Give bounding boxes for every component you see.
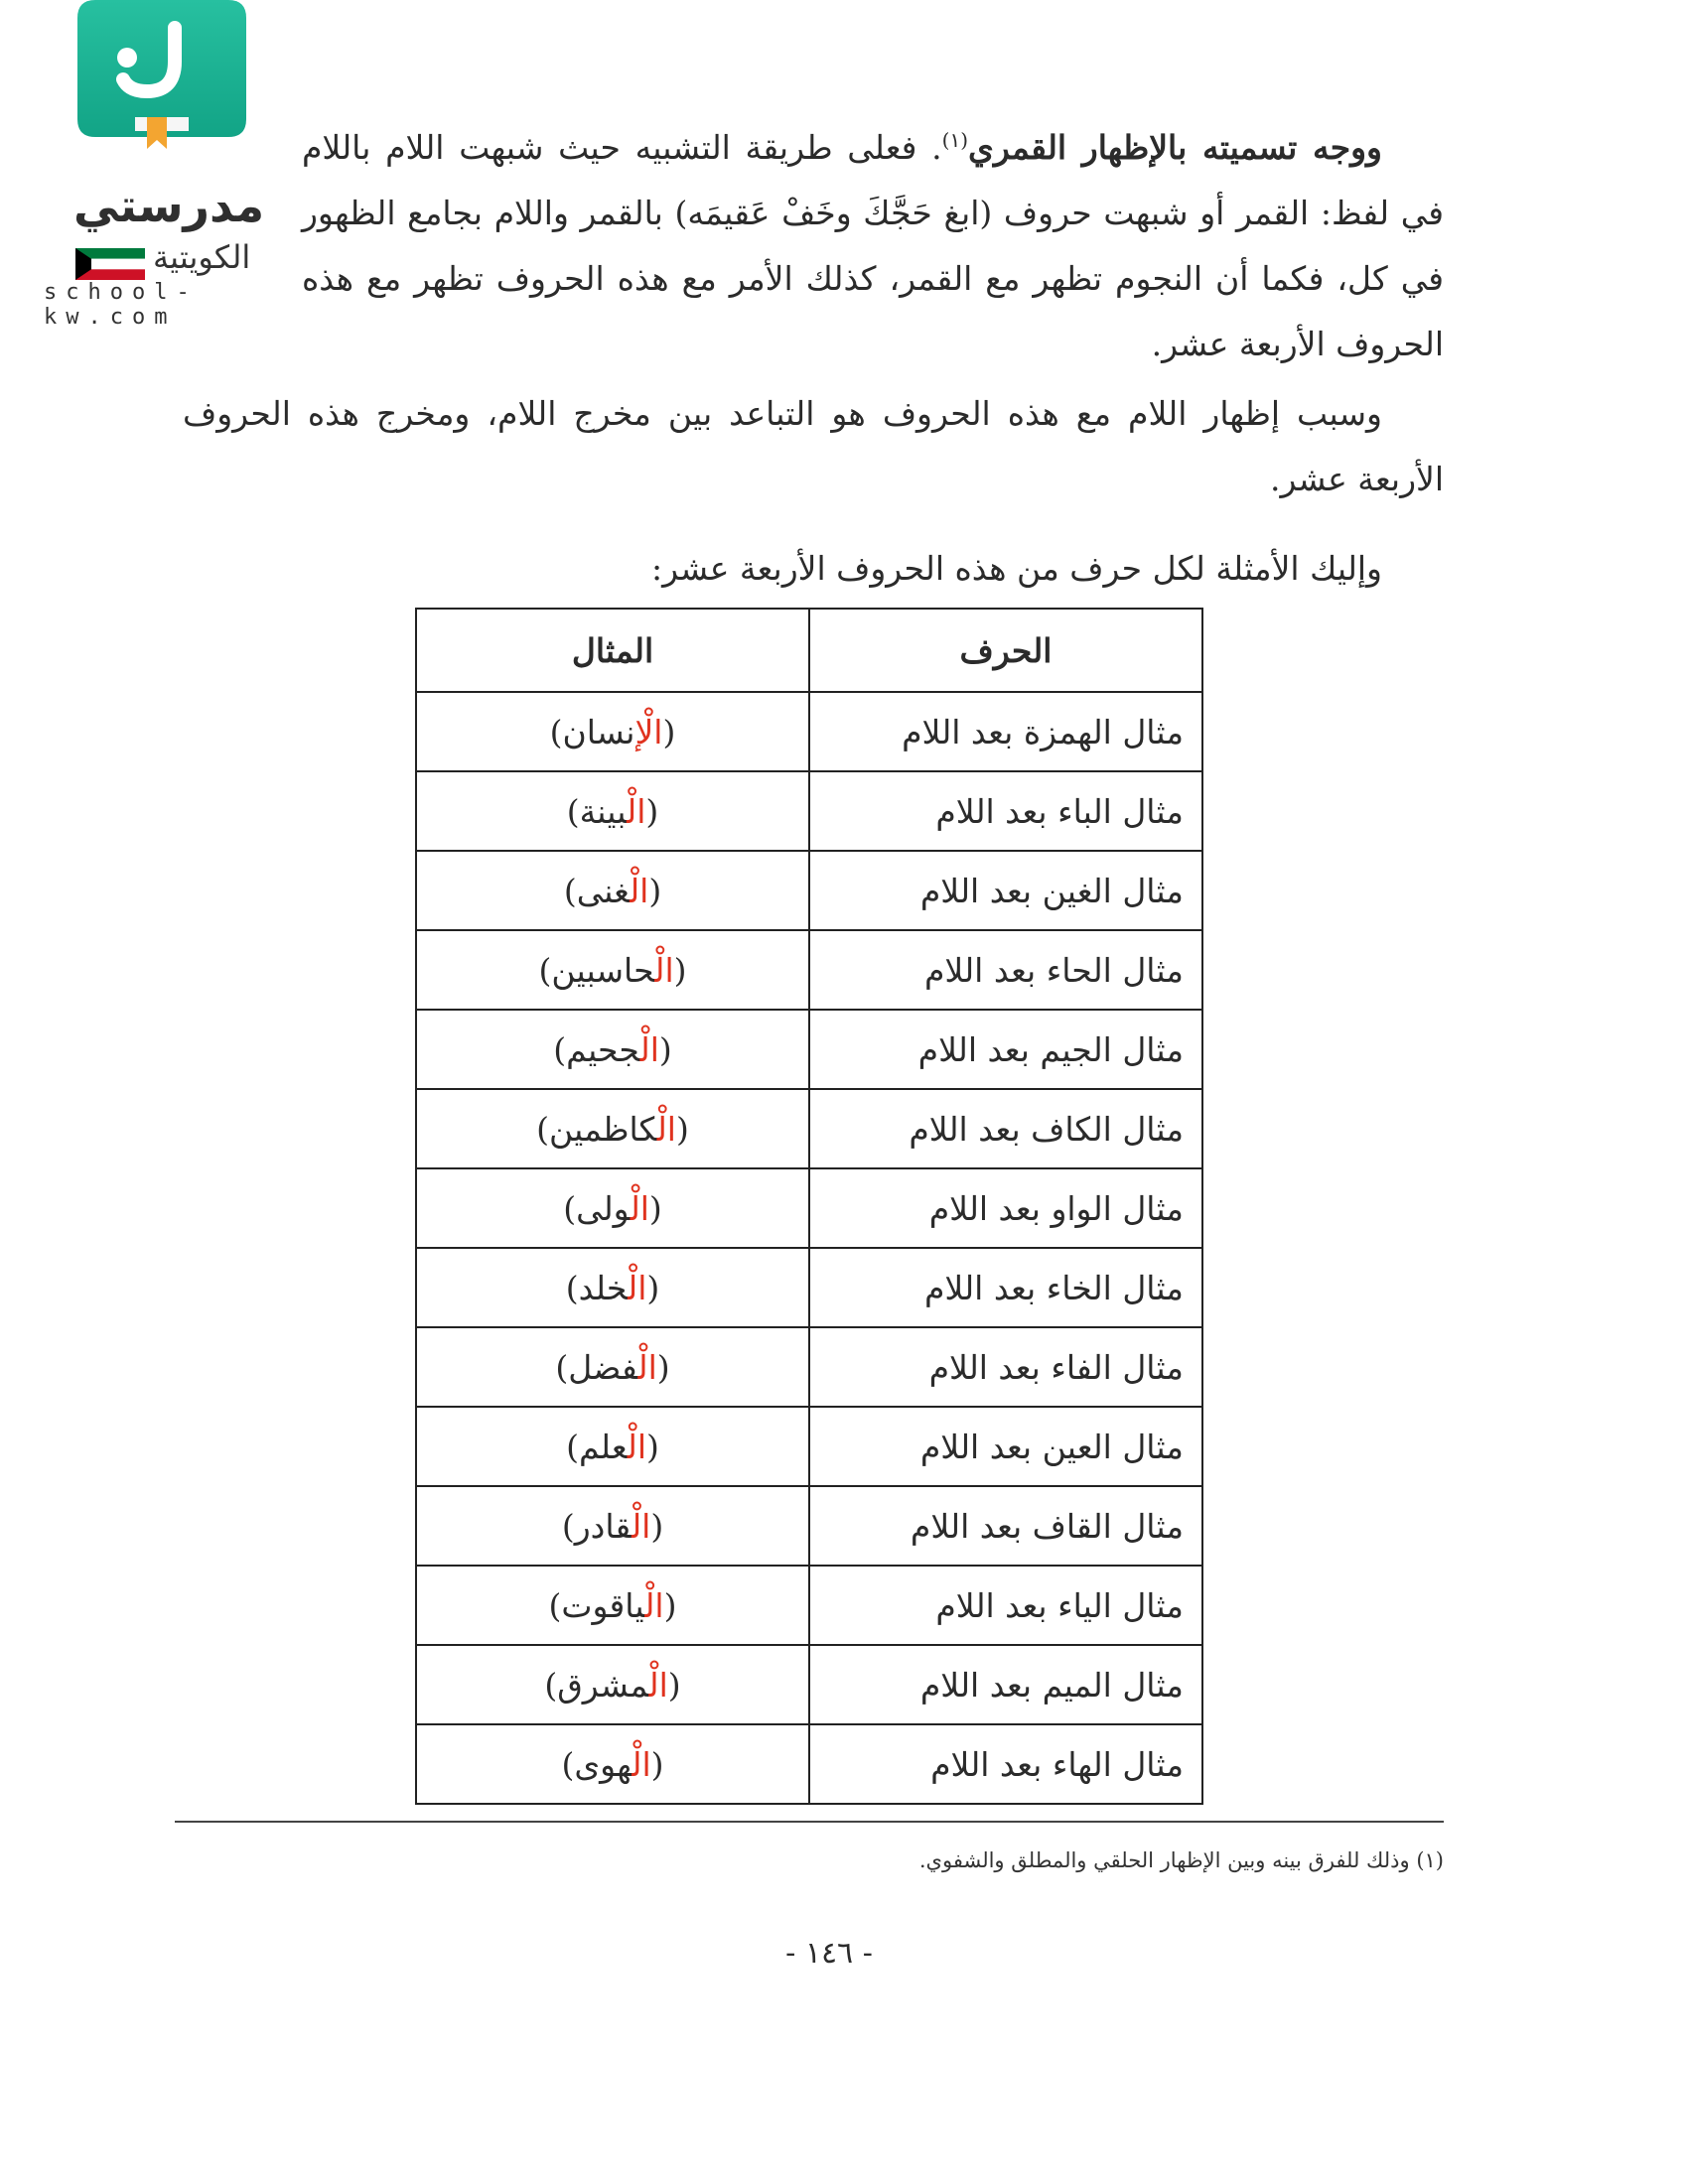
- bracket-open: (: [650, 1506, 664, 1546]
- example-word: علم: [578, 1427, 628, 1466]
- highlighted-prefix: الْ: [632, 1744, 651, 1784]
- bracket-close: ): [566, 1427, 579, 1466]
- example-cell: [416, 1645, 809, 1724]
- bracket-open: (: [646, 1427, 659, 1466]
- paragraph-text: . فعلى طريقة التشبيه حيث شبهت اللام باللام في لفظ: القمر أو شبهت حروف (ابغ حَجَّكَ وخَفْ عَقيمَه) بالقمر واللام بجامع الظهور في كل، فكما أن النجوم تظهر مع القمر، كذلك الأمر مع هذه الحروف تظهر مع هذه الحروف الأربعة عشر.: [302, 128, 1444, 363]
- page-number: - ١٤٦ -: [785, 1936, 873, 1971]
- bracket-open: (: [648, 871, 662, 910]
- example-cell: [416, 1407, 809, 1486]
- highlighted-prefix: الْ: [637, 1347, 657, 1387]
- highlighted-prefix: الْ: [648, 1665, 668, 1705]
- footnote: (١) وذلك للفرق بينه وبين الإظهار الحلقي والمطلق والشفوي.: [918, 1848, 1444, 1872]
- kuwait-flag-icon: [75, 248, 145, 280]
- bracket-close: ): [566, 791, 580, 831]
- example-cell: [416, 1010, 809, 1089]
- paragraph-naming-reason: [302, 107, 1444, 377]
- letter-cell: مثال الكاف بعد اللام: [809, 1089, 1202, 1168]
- highlighted-prefix: الْ: [654, 950, 674, 990]
- letter-cell: مثال الخاء بعد اللام: [809, 1248, 1202, 1327]
- paragraph-reason-for-izhar: [183, 381, 1444, 512]
- example-cell: [416, 1486, 809, 1566]
- bracket-close: ): [548, 1585, 562, 1625]
- highlighted-prefix: الْ: [628, 1268, 647, 1307]
- example-cell: [416, 1327, 809, 1407]
- logo-country: الكويتية: [153, 238, 251, 276]
- bracket-close: ): [538, 950, 552, 990]
- qamari-letters-table: [415, 608, 1203, 1805]
- book-smile-icon: [77, 0, 246, 149]
- bracket-close: ): [563, 1188, 577, 1228]
- example-cell: [416, 1248, 809, 1327]
- table-row: [416, 851, 1202, 930]
- table-row: [416, 1407, 1202, 1486]
- letter-cell: مثال الفاء بعد اللام: [809, 1327, 1202, 1407]
- letter-cell: مثال الهمزة بعد اللام: [809, 692, 1202, 771]
- highlighted-prefix: الْ: [634, 712, 663, 751]
- letter-cell: مثال الهاء بعد اللام: [809, 1724, 1202, 1804]
- example-cell: [416, 851, 809, 930]
- highlighted-prefix: الْ: [630, 1188, 649, 1228]
- bracket-open: (: [675, 1109, 689, 1149]
- letter-cell: مثال الحاء بعد اللام: [809, 930, 1202, 1010]
- example-word: غنى: [576, 871, 631, 910]
- table-row: [416, 1168, 1202, 1248]
- example-word: قادر: [574, 1506, 633, 1546]
- bracket-open: (: [646, 1268, 660, 1307]
- example-cell: [416, 1566, 809, 1645]
- letter-cell: مثال الياء بعد اللام: [809, 1566, 1202, 1645]
- footnote-divider: [175, 1821, 1444, 1823]
- bracket-open: (: [650, 1744, 664, 1784]
- highlighted-prefix: الْ: [627, 1427, 647, 1466]
- bracket-close: ): [544, 1665, 558, 1705]
- table-row: [416, 1089, 1202, 1168]
- highlighted-prefix: الْ: [656, 1109, 676, 1149]
- bracket-open: (: [673, 950, 687, 990]
- letter-cell: مثال الجيم بعد اللام: [809, 1010, 1202, 1089]
- example-word: خلد: [578, 1268, 629, 1307]
- example-cell: [416, 771, 809, 851]
- example-word: جحيم: [566, 1029, 640, 1069]
- example-word: فضل: [568, 1347, 638, 1387]
- example-cell: [416, 1168, 809, 1248]
- footnote-reference: (١): [941, 128, 969, 152]
- bracket-close: ): [549, 712, 563, 751]
- bracket-open: (: [656, 1347, 670, 1387]
- paragraph-text: وسبب إظهار اللام مع هذه الحروف هو التباعد بين مخرج اللام، ومخرج هذه الحروف الأربعة عشر.: [183, 394, 1444, 498]
- bracket-close: ): [563, 871, 577, 910]
- bracket-open: (: [645, 791, 659, 831]
- example-word: هوى: [574, 1744, 633, 1784]
- table-row: [416, 1566, 1202, 1645]
- table-intro: [302, 536, 1444, 602]
- letter-cell: مثال الباء بعد اللام: [809, 771, 1202, 851]
- bracket-open: (: [667, 1665, 681, 1705]
- example-cell: [416, 1089, 809, 1168]
- bracket-close: ): [561, 1506, 575, 1546]
- bracket-open: (: [648, 1188, 662, 1228]
- table-row: [416, 1486, 1202, 1566]
- bracket-close: ): [565, 1268, 579, 1307]
- letter-cell: مثال الواو بعد اللام: [809, 1168, 1202, 1248]
- bracket-open: (: [662, 712, 676, 751]
- example-word: كاظمين: [549, 1109, 657, 1149]
- example-word: بينة: [579, 791, 628, 831]
- bracket-open: (: [658, 1029, 672, 1069]
- logo-name: مدرستي: [73, 179, 265, 232]
- table-intro-text: وإليك الأمثلة لكل حرف من هذه الحروف الأربعة عشر:: [650, 549, 1382, 588]
- table-row: [416, 930, 1202, 1010]
- table-row: [416, 1645, 1202, 1724]
- header-example: المثال: [416, 609, 809, 692]
- highlighted-prefix: الْ: [627, 791, 646, 831]
- table-row: [416, 1724, 1202, 1804]
- example-cell: [416, 1724, 809, 1804]
- table-row: [416, 1327, 1202, 1407]
- example-word: حاسبين: [551, 950, 655, 990]
- header-letter: الحرف: [809, 609, 1202, 692]
- table-row: [416, 1248, 1202, 1327]
- letter-cell: مثال الميم بعد اللام: [809, 1645, 1202, 1724]
- letter-cell: مثال العين بعد اللام: [809, 1407, 1202, 1486]
- highlighted-prefix: الْ: [632, 1506, 651, 1546]
- highlighted-prefix: الْ: [639, 1029, 659, 1069]
- highlighted-prefix: الْ: [630, 871, 649, 910]
- table-row: [416, 771, 1202, 851]
- example-cell: [416, 930, 809, 1010]
- table-row: [416, 1010, 1202, 1089]
- school-logo: [22, 0, 300, 330]
- table-body: [416, 692, 1202, 1804]
- example-cell: [416, 692, 809, 771]
- example-word: مشرق: [557, 1665, 649, 1705]
- paragraph-lead: ووجه تسميته بالإظهار القمري: [968, 128, 1382, 167]
- table-row: [416, 692, 1202, 771]
- logo-site-url: school-kw.com: [44, 280, 199, 330]
- letter-cell: مثال الغين بعد اللام: [809, 851, 1202, 930]
- table-header-row: [416, 609, 1202, 692]
- bracket-close: ): [536, 1109, 550, 1149]
- bracket-close: ): [555, 1347, 569, 1387]
- bracket-open: (: [663, 1585, 677, 1625]
- highlighted-prefix: الْ: [644, 1585, 664, 1625]
- example-word: ولى: [576, 1188, 631, 1228]
- bracket-close: ): [561, 1744, 575, 1784]
- example-word: ياقوت: [561, 1585, 645, 1625]
- letter-cell: مثال القاف بعد اللام: [809, 1486, 1202, 1566]
- bracket-close: ): [553, 1029, 567, 1069]
- example-word: إنسان: [562, 712, 635, 751]
